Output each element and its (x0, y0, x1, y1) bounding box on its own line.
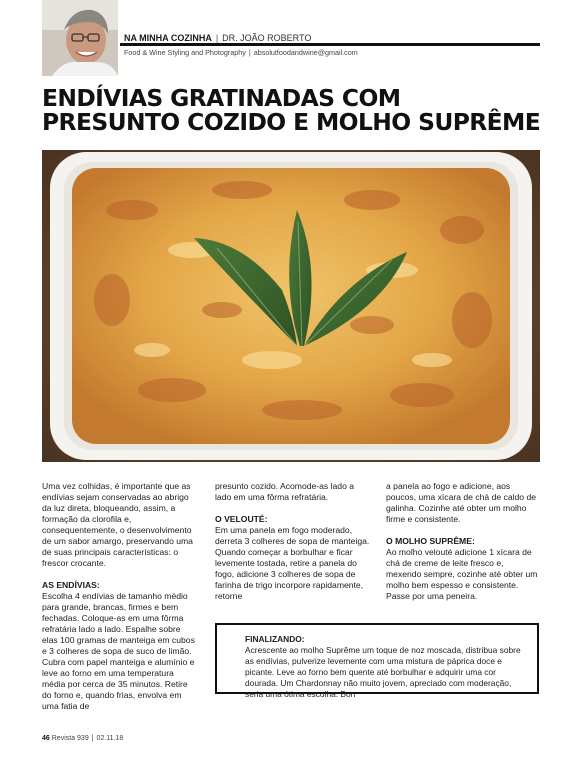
page-number: 46 (42, 735, 50, 742)
subline-separator: | (248, 48, 251, 57)
header-separator: | (215, 33, 219, 43)
author-portrait-image (42, 0, 118, 76)
finalizando-paragraph: Acrescente ao molho Suprême um toque de noz moscada, distribua sobre as endívias, pulverize levemente com uma mistura de páprica doce e picante. Leve ao forno bem quente até borbulhar e adquirir uma cor dourada. Um Chardonnay não muito jovem, apreciado com moderação, seria uma ótima escolha. Bon (245, 645, 521, 699)
supreme-paragraph: Ao molho velouté adicione 1 xícara de chá de creme de leite fresco e, mexendo sempre, cozinhe até obter um molho bem espesso e consistente. Passe por uma peneira. (386, 547, 538, 601)
veloute-heading: O VELOUTÉ: (215, 514, 268, 524)
intro-paragraph: Uma vez colhidas, é importante que as endívias sejam conservadas ao abrigo da luz direta, bloqueando, assim, a formação da clorofila e, consequentemente, o desenvolvimento de um sabor amargo, preservando uma de suas principais características: o frescor crocante. (42, 481, 193, 568)
author-photo (42, 0, 118, 76)
author-name: DR. JOÃO ROBERTO (222, 33, 312, 43)
text-column-2 (215, 481, 371, 613)
column-title (124, 33, 311, 43)
gratin-dish-image (42, 150, 540, 462)
title-line-2: PRESUNTO COZIDO E MOLHO SUPRÊME (42, 108, 541, 136)
magazine-name: Revista 939 (51, 735, 89, 742)
header-rule (120, 43, 540, 46)
text-column-3 (386, 481, 541, 613)
author-email: absolutfoodandwine@gmail.com (253, 48, 358, 57)
endivias-paragraph: Escolha 4 endívias de tamanho médio para grande, brancas, firmes e bem fechadas. Coloque-as em uma fôrma refratária lado a lado. Espalhe sobre elas 100 gramas de manteiga em cubos e 3 colheres de sopa de suco de limão. Cubra com papel manteiga e alumínio e leve ao forno em uma temperatura média por cerca de 35 minutos. Retire do forno e, quando frias, envolva em uma fatia de (42, 591, 195, 711)
endivias-continuation: presunto cozido. Acomode-as lado a lado em uma fôrma refratária. (215, 481, 355, 502)
veloute-continuation: a panela ao fogo e adicione, aos poucos, uma xícara de chá de caldo de galinha. Cozinhe até obter um molho firme e consistente. (386, 481, 537, 524)
endivias-heading: AS ENDÍVIAS: (42, 580, 100, 590)
veloute-paragraph: Em uma panela em fogo moderado, derreta 3 colheres de sopa de manteiga. Quando começar a borbulhar e ficar levemente tostada, retire a panela do fogo, adicione 3 colheres de sopa de farinha de trigo incorpore rapidamente, retorne (215, 525, 370, 601)
dish-photo (42, 150, 540, 462)
header-subline (124, 48, 358, 57)
text-column-1 (42, 481, 198, 723)
page-footer (42, 735, 123, 742)
supreme-heading: O MOLHO SUPRÊME: (386, 536, 475, 546)
issue-date: 02.11.18 (96, 735, 124, 742)
article-title (42, 86, 542, 134)
finalizando-box (215, 623, 539, 699)
footer-separator: | (91, 735, 94, 742)
finalizando-heading: FINALIZANDO: (245, 634, 305, 644)
tagline: Food & Wine Styling and Photography (124, 48, 246, 57)
title-line-1: ENDÍVIAS GRATINADAS COM (42, 84, 401, 112)
column-name: NA MINHA COZINHA (124, 33, 212, 43)
